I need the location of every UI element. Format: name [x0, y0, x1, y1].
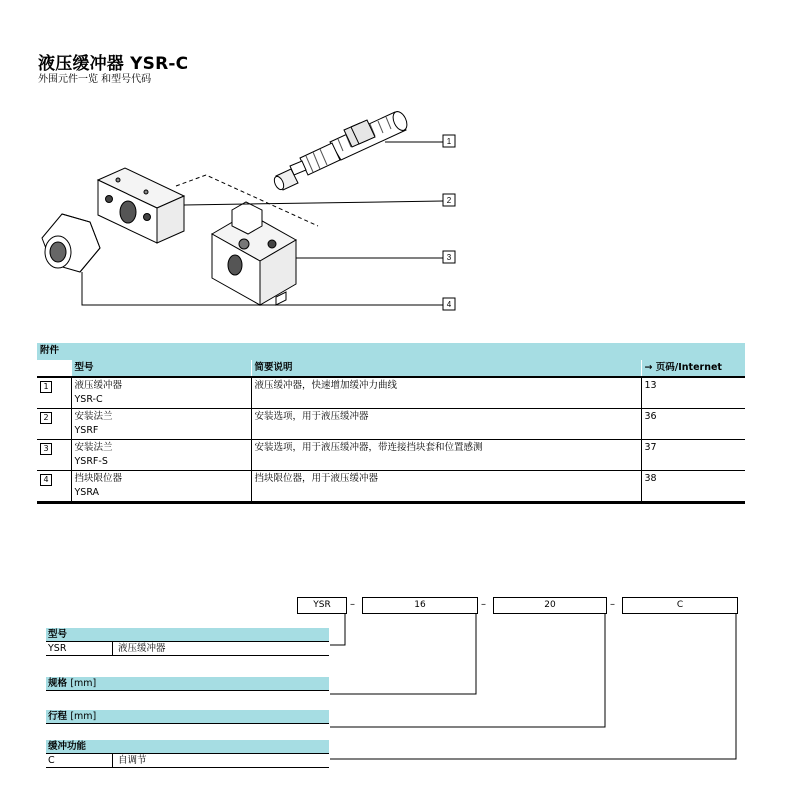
row-number: 4 [40, 474, 52, 486]
order-code-separator: – [350, 599, 355, 610]
row-number: 2 [40, 412, 52, 424]
section-size-unit: [mm] [70, 678, 97, 689]
callout-2: 2 [446, 196, 452, 205]
row-page[interactable]: 36 [641, 409, 745, 440]
row-number: 1 [40, 381, 52, 393]
order-code-separator: – [481, 599, 486, 610]
section-function-title: 缓冲功能 [46, 740, 329, 754]
section-stroke [46, 710, 329, 724]
row-number: 3 [40, 443, 52, 455]
order-code-separator: – [610, 599, 615, 610]
section-stroke-unit: [mm] [70, 711, 97, 722]
row-name: 挡块限位器 [74, 473, 123, 484]
page-subtitle: 外围元件一览 和型号代码 [38, 74, 152, 85]
flange-ysrf-s-illustration [212, 202, 296, 305]
table-row [37, 409, 745, 440]
order-code-box-stroke: 20 [493, 597, 607, 614]
section-function-key: C [46, 754, 113, 767]
section-size-title: 规格 [48, 678, 68, 689]
order-code-box-size: 16 [362, 597, 478, 614]
section-stroke-head [46, 710, 329, 724]
section-type-value: 液压缓冲器 [118, 643, 166, 654]
shock-absorber-illustration [272, 109, 409, 191]
section-function-value: 自调节 [118, 755, 147, 766]
section-function [46, 740, 329, 768]
col-header-desc: 简要说明 [251, 360, 641, 378]
page-title: 液压缓冲器 YSR-C [38, 54, 189, 74]
table-row [37, 440, 745, 471]
section-size-head [46, 677, 329, 691]
col-header-page: → 页码/Internet [641, 360, 745, 378]
table-row [37, 471, 745, 503]
col-header-type: 型号 [71, 360, 251, 378]
order-code-box-function: C [622, 597, 738, 614]
row-code: YSRF [74, 425, 99, 436]
row-desc: 挡块限位器，用于液压缓冲器 [251, 471, 641, 503]
section-stroke-title: 行程 [48, 711, 68, 722]
section-function-row [46, 754, 329, 768]
section-type [46, 628, 329, 656]
section-size [46, 677, 329, 691]
row-name: 液压缓冲器 [74, 380, 123, 391]
callout-3: 3 [446, 253, 452, 262]
row-name: 安装法兰 [74, 411, 113, 422]
order-code-box-type: YSR [297, 597, 347, 614]
row-page[interactable]: 13 [641, 377, 745, 409]
section-type-key: YSR [46, 642, 113, 655]
section-type-row [46, 642, 329, 656]
row-desc: 安装选项，用于液压缓冲器，带连接挡块套和位置感测 [251, 440, 641, 471]
section-type-title: 型号 [46, 628, 329, 642]
row-page[interactable]: 38 [641, 471, 745, 503]
stop-nut-ysra-illustration [42, 214, 100, 272]
callout-4: 4 [446, 300, 452, 309]
callout-1: 1 [446, 137, 452, 146]
flange-ysrf-illustration [98, 168, 184, 243]
table-row [37, 377, 745, 409]
row-page[interactable]: 37 [641, 440, 745, 471]
row-desc: 液压缓冲器，快速增加缓冲力曲线 [251, 377, 641, 409]
order-code-connectors [330, 613, 736, 759]
row-code: YSR-C [74, 394, 103, 405]
row-desc: 安装选项，用于液压缓冲器 [251, 409, 641, 440]
row-code: YSRF-S [74, 456, 108, 467]
accessories-table [37, 343, 745, 504]
row-name: 安装法兰 [74, 442, 113, 453]
row-code: YSRA [74, 487, 100, 498]
accessories-section-title: 附件 [37, 343, 745, 360]
